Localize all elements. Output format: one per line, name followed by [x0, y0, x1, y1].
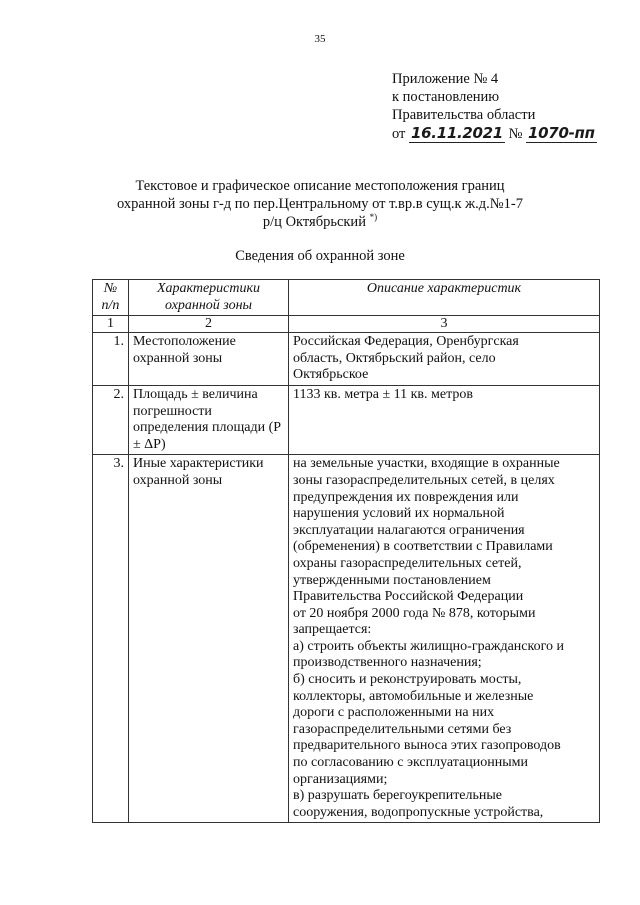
row-number: 1.	[93, 333, 129, 386]
title-line-2: охранной зоны г-д по пер.Центральному от т.вр.в сущ.к ж.д.№1-7	[117, 196, 523, 212]
page-number: 35	[314, 33, 326, 45]
description-line: организациями;	[293, 771, 388, 787]
row-number: 2.	[93, 385, 129, 454]
number-label: №	[508, 126, 523, 142]
row-description	[289, 455, 600, 823]
column-number: 3	[289, 316, 600, 333]
table-header-row	[93, 280, 600, 316]
description-line: производственного назначения;	[293, 655, 482, 671]
description-line: коллекторы, автомобильные и железные	[293, 688, 534, 704]
description-line: Правительства Российской Федерации	[293, 589, 524, 605]
table-row	[93, 333, 600, 386]
row-characteristic: Местоположение охранной зоны	[129, 333, 289, 386]
description-line: предупреждения их повреждения или	[293, 489, 519, 505]
appendix-line-1: Приложение № 4	[392, 71, 499, 87]
header-characteristic: Характеристики охранной зоны	[129, 280, 289, 316]
column-number-row	[93, 316, 600, 333]
description-line: утвержденными постановлением	[293, 572, 491, 588]
description-line: эксплуатации налагаются ограничения	[293, 522, 525, 538]
description-line: предварительного выноса этих газопроводов	[293, 738, 561, 754]
description-line: сооружения, водопропускные устройства,	[293, 804, 544, 820]
description-line: а) строить объекты жилищно-гражданского и	[293, 638, 564, 654]
description-line: б) сносить и реконструировать мосты,	[293, 672, 522, 688]
row-characteristic: Площадь ± величина погрешности определения площади (P ± ΔP)	[129, 385, 289, 454]
appendix-line-3: Правительства области	[392, 107, 536, 123]
description-line: на земельные участки, входящие в охранные	[293, 456, 560, 472]
decree-date-number-line	[392, 124, 597, 143]
appendix-block	[392, 70, 597, 143]
description-line: нарушения условий их нормальной	[293, 506, 505, 522]
description-line: в) разрушать берегоукрепительные	[293, 788, 503, 804]
row-description	[289, 333, 600, 386]
column-number: 2	[129, 316, 289, 333]
description-line: (обременения) в соответствии с Правилами	[293, 539, 553, 555]
description-line: область, Октябрьский район, село	[293, 350, 496, 366]
table-row	[93, 385, 600, 454]
title-line-3	[0, 213, 640, 231]
description-line: Российская Федерация, Оренбургская	[293, 334, 519, 350]
from-label: от	[392, 126, 406, 142]
description-line: дороги с расположенными на них	[293, 705, 495, 721]
appendix-line-2: к постановлению	[392, 89, 500, 105]
description-line: зоны газораспределительных сетей, в целях	[293, 472, 555, 488]
description-line: от 20 ноября 2000 года № 878, которыми	[293, 605, 536, 621]
decree-number: 1070-пп	[528, 124, 595, 142]
header-description: Описание характеристик	[289, 280, 600, 316]
table-row	[93, 455, 600, 823]
footnote-mark: *)	[369, 212, 378, 223]
header-num: № п/п	[93, 280, 129, 316]
decree-date: 16.11.2021	[411, 124, 503, 142]
description-line: по согласованию с эксплуатационными	[293, 755, 528, 771]
section-title: Сведения об охранной зоне	[235, 248, 405, 264]
row-characteristic: Иные характеристики охранной зоны	[129, 455, 289, 823]
description-line: газораспределительными сетями без	[293, 721, 512, 737]
document-title	[0, 177, 640, 231]
column-number: 1	[93, 316, 129, 333]
zone-info-table	[92, 279, 600, 823]
row-description	[289, 385, 600, 454]
description-line: запрещается:	[293, 622, 372, 638]
description-line: 1133 кв. метра ± 11 кв. метров	[293, 386, 474, 402]
title-line-3-text: р/ц Октябрьский	[262, 214, 366, 230]
description-line: Октябрьское	[293, 367, 369, 383]
description-line: охраны газораспределительных сетей,	[293, 555, 522, 571]
title-line-1: Текстовое и графическое описание местоположения границ	[135, 178, 505, 194]
row-number: 3.	[93, 455, 129, 823]
